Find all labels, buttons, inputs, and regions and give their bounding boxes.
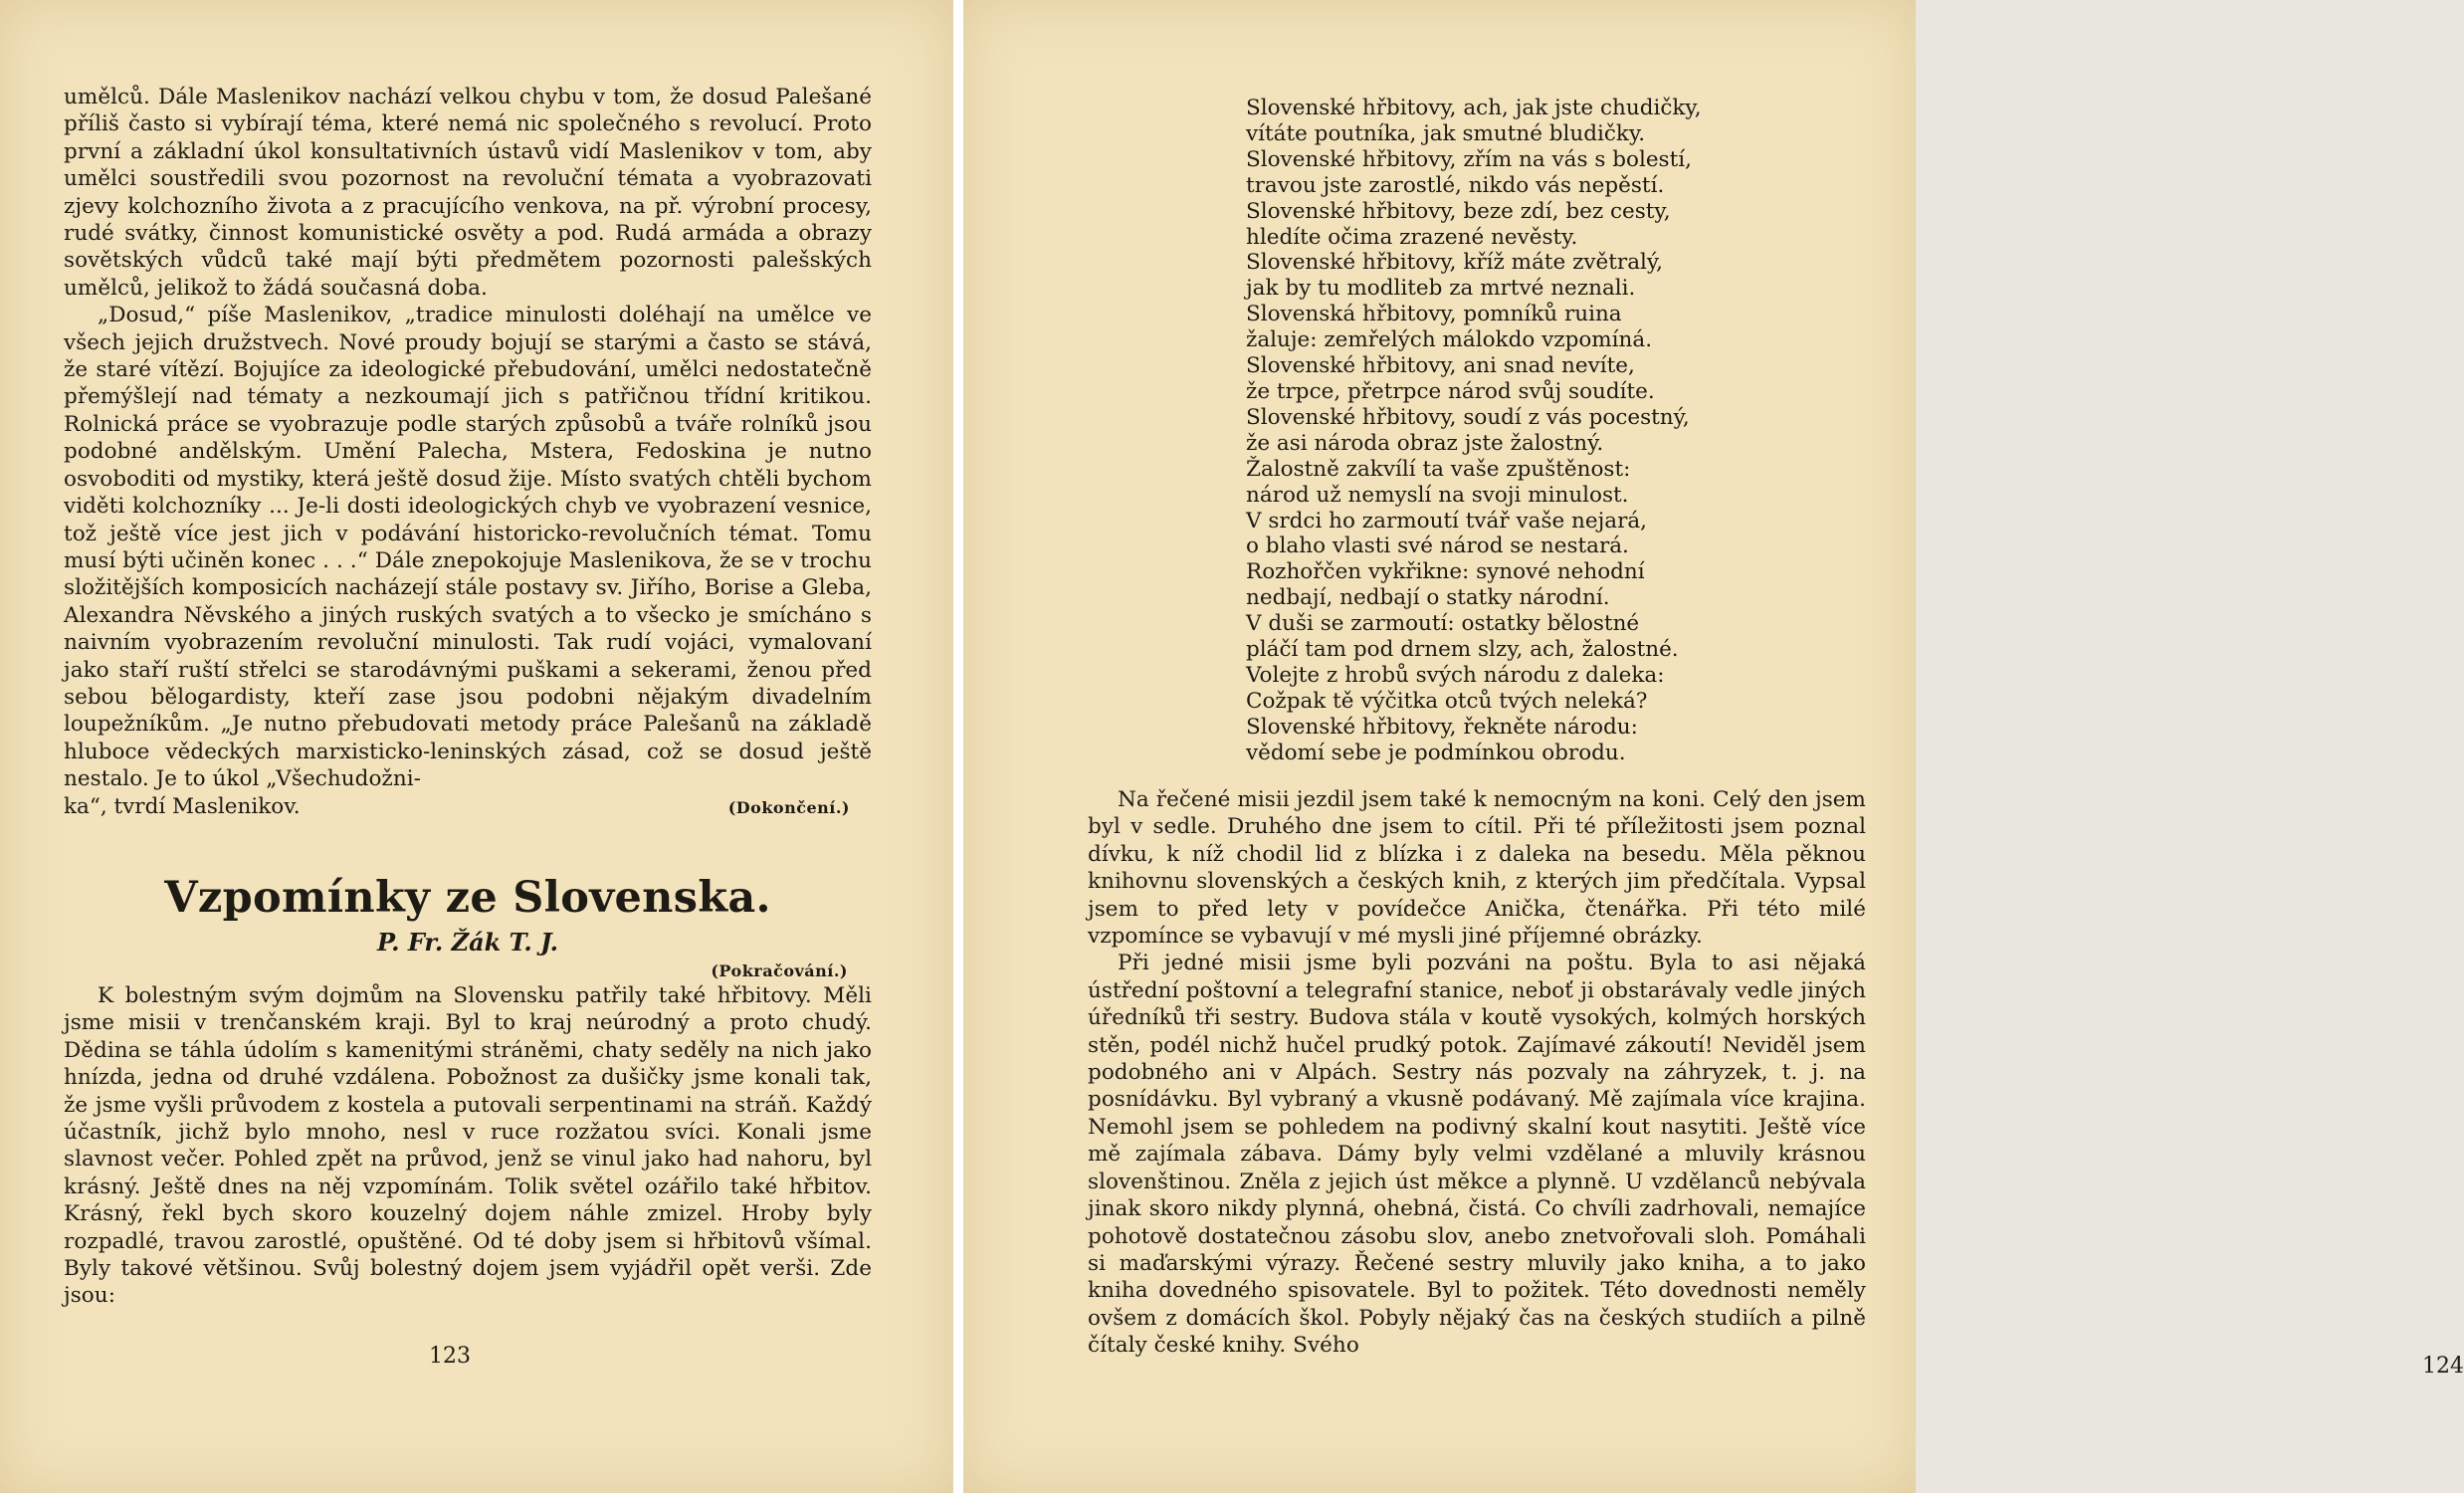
paragraph: umělců. Dále Maslenikov nachází velkou chybu v tom, že dosud Palešané příliš často si vybírají téma, které nemá nic společného s revolucí. Proto první a základní úkol konsultativních ústavů vidí Maslenikov v tom, aby umělci soustředili svou pozornost na revoluční témata a vyobrazovati zjevy kolchozního života a z pracujícího venkova, na př. výrobní procesy, rudé svátky, činnost komunistické osvěty a pod. Rudá armáda a obrazy sovětských vůdců také mají býti předmětem pozornosti palešských umělců, jelikož to žádá současná doba. <box>64 85 872 301</box>
poem-line: Slovenské hřbitovy, beze zdí, bez cesty, <box>1246 198 1671 224</box>
continued-note: (Pokračování.) <box>711 960 848 980</box>
paragraph: K bolestným svým dojmům na Slovensku patřily také hřbitovy. Měli jsme misii v trenčanském kraji. Byl to kraj neúrodný a proto chudý. Dědina se táhla údolím s kamenitými stráněmi, chaty seděly na nich jako hnízda, jedna od druhé vzdálena. Pobožnost za dušičky jsme konali tak, že jsme vyšli průvodem z kostela a putovali serpentinami na stráň. Každý účastník, jichž bylo mnoho, nesl v ruce rozžatou svíci. Konali jsme slavnost večer. Pohled zpět na průvod, jenž se vinul jako had nahoru, byl krásný. Ještě dnes na něj vzpomínám. Tolik světel ozářilo také hřbitov. Krásný, řekl bych skoro kouzelný dojem náhle zmizel. Hroby byly rozpadlé, travou zarostlé, opuštěné. Od té doby jsem si hřbitovů všímal. Byly takové většinou. Svůj bolestný dojem jsem vyjádřil opět verši. Zde jsou: <box>64 982 872 1309</box>
gutter <box>953 0 963 1493</box>
poem-line: hledíte očima zrazené nevěsty. <box>1246 224 1578 250</box>
paragraph-end-line <box>64 793 872 820</box>
poem-line: Slovenské hřbitovy, ach, jak jste chudičky, <box>1246 96 1702 120</box>
paragraph: Na řečené misii jezdil jsem také k nemocným na koni. Celý den jsem byl v sedle. Druhého dne jsem to cítil. Při té příležitosti jsem poznal dívku, k níž chodil lid z blízka i z daleka na besedu. Měla pěknou knihovnu slovenských a českých knih, z kterých jim předčítala. Vypsal jsem to před lety v povídečce Anička, čtenářka. Při této milé vzpomínce se vybavují v mé mysli jiné příjemné obrázky. <box>1088 787 1866 950</box>
poem-line: Slovenská hřbitovy, pomníků ruina <box>1246 302 1622 327</box>
poem-line: V duši se zarmoutí: ostatky bělostné <box>1246 611 1640 637</box>
poem-line: že trpce, přetrpce národ svůj soudíte. <box>1246 378 1655 404</box>
last-line: ka“, tvrdí Maslenikov. <box>64 793 301 819</box>
poem-line: travou jste zarostlé, nikdo vás nepěstí. <box>1246 172 1665 198</box>
poem-line: Rozhořčen vykřikne: synové nehodní <box>1246 559 1645 585</box>
paragraph: „Dosud,“ píše Maslenikov, „tradice minulosti doléhají na umělce ve všech jejich družstvech. Nové proudy bojují se starými a často se stává, že staré vítězí. Bojujíce za ideologické přebudování, umělci nedostatečně přemýšlejí nad tématy a nezkoumají jich s patřičnou třídní kritikou. Rolnická práce se vyobrazuje podle starých způsobů a tváře rolníků jsou podobné andělským. Umění Palecha, Mstera, Fedoskina je nutno osvoboditi od mystiky, která ještě dosud žije. Místo svatých chtěli bychom viděti kolchozníky ... Je-li dosti ideologických chyb ve vyobrazení vesnice, tož ještě více jest jich v podávání historicko-revolučních témat. Tomu musí býti učiněn konec . . .“ Dále znepokojuje Maslenikova, že se v trochu složitějších komposicích nacházejí stále postavy sv. Jiřího, Borise a Gleba, Alexandra Něvského a jiných ruských svatých a to všecko je smícháno s naivním vyobrazením revoluční minulosti. Tak rudí vojáci, vymalovaní jako staří ruští střelci se starodávnými puškami a sekerami, ženou před sebou bělogardisty, kteří zase jsou podobni nějakým divadelním loupežníkům. „Je nutno přebudovati metody práce Palešanů na základě hluboce vědeckých marxisticko-leninských zásad, což se dosud ještě nestalo. Je to úkol „Všechudožni- <box>64 303 872 792</box>
poem <box>1246 96 1763 766</box>
poem-line: vítáte poutníka, jak smutné bludičky. <box>1246 120 1646 146</box>
end-note: (Dokončení.) <box>727 797 850 817</box>
left-text-block <box>64 84 872 1310</box>
page-number: 124 <box>2422 1354 2464 1379</box>
poem-line: Slovenské hřbitovy, kříž máte zvětralý, <box>1246 250 1664 276</box>
poem-line: Žalostně zakvílí ta vaše zpuštěnost: <box>1246 456 1631 482</box>
right-text-block <box>1088 786 1866 1360</box>
poem-line: Slovenské hřbitovy, zřím na vás s bolestí, <box>1246 146 1692 172</box>
poem-line: že asi národa obraz jste žalostný. <box>1246 430 1604 456</box>
poem-line: vědomí sebe je podmínkou obrodu. <box>1246 740 1626 765</box>
article-title: Vzpomínky ze Slovenska. <box>164 872 771 923</box>
poem-line: žaluje: zemřelých málokdo vzpomíná. <box>1246 327 1653 353</box>
page-number: 123 <box>429 1344 471 1369</box>
left-page <box>0 0 953 1493</box>
poem-line: Slovenské hřbitovy, řekněte národu: <box>1246 714 1638 740</box>
poem-line: národ už nemyslí na svoji minulost. <box>1246 482 1629 508</box>
poem-line: jak by tu modliteb za mrtvé neznali. <box>1246 276 1636 302</box>
paragraph: Při jedné misii jsme byli pozváni na poštu. Byla to asi nějaká ústřední poštovní a telegrafní stanice, neboť ji obstarávaly vedle jiných úředníků tři sestry. Budova stála v koutě vysokých, kolmých horských stěn, podél nichž hučel prudký potok. Zajímavé zákoutí! Neviděl jsem podobného ani v Alpách. Sestry nás pozvaly na záhryzek, t. j. na posnídávku. Byl vybraný a vkusně podávaný. Mě zajímala více krajina. Nemohl jsem se pohledem na podivný skalní kout nasytiti. Ještě více mě zajímala zábava. Dámy byly velmi vzdělané a mluvily krásnou slovenštinou. Zněla z jejich úst měkce a plynně. U vzdělanců nebývala jinak skoro nikdy plynná, ohebná, čistá. Co chvíli zadrhovali, nemajíce pohotově dostatečnou zásobu slov, anebo znetvořovali sloh. Pomáhali si maďarskými výrazy. Řečené sestry mluvily jako kniha, a to jako kniha dovedného spisovatele. Byl to požitek. Této dovednosti neměly ovšem z domácích škol. Pobyly nějaký čas na českých studiích a pilně čítaly české knihy. Svého <box>1088 951 1866 1359</box>
poem-line: o blaho vlasti své národ se nestará. <box>1246 533 1629 559</box>
poem-line: nedbají, nedbají o statky národní. <box>1246 585 1610 611</box>
poem-line: pláčí tam pod drnem slzy, ach, žalostné. <box>1246 637 1679 663</box>
poem-line: Slovenské hřbitovy, ani snad nevíte, <box>1246 353 1635 379</box>
poem-line: Volejte z hrobů svých národu z daleka: <box>1246 662 1665 688</box>
poem-line: Slovenské hřbitovy, soudí z vás pocestný, <box>1246 404 1690 430</box>
article-author: P. Fr. Žák T. J. <box>377 927 558 957</box>
poem-line: Cožpak tě výčitka otců tvých neleká? <box>1246 688 1648 714</box>
poem-line: V srdci ho zarmoutí tvář vaše nejará, <box>1246 508 1648 533</box>
